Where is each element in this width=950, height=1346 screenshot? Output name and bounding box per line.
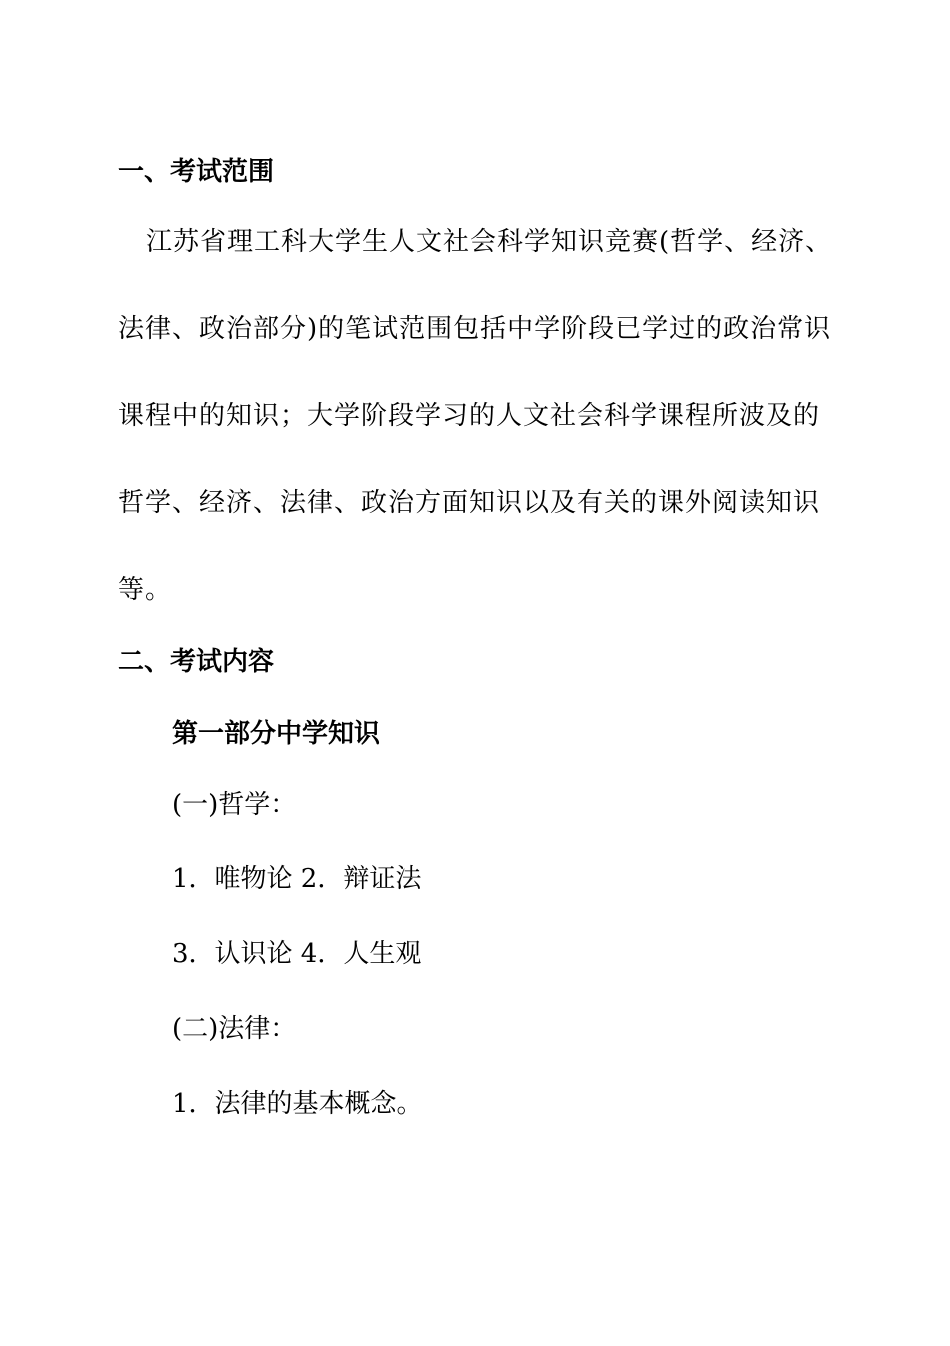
list-item-philosophy: (一)哲学： <box>172 790 297 820</box>
paragraph-line-1: 江苏省理工科大学生人文社会科学知识竞赛(哲学、经济、 <box>146 227 833 257</box>
paragraph-line-5: 等。 <box>118 575 173 605</box>
section-heading-exam-content: 二、考试内容 <box>118 647 275 677</box>
paragraph-line-3: 课程中的知识；大学阶段学习的人文社会科学课程所波及的 <box>118 401 821 431</box>
list-item-1-2: 1．唯物论 2．辩证法 <box>172 864 422 894</box>
list-item-law: (二)法律： <box>172 1014 297 1044</box>
subheading-part-one: 第一部分中学知识 <box>172 719 381 749</box>
list-item-3-4: 3．认识论 4．人生观 <box>172 939 422 969</box>
section-heading-exam-scope: 一、考试范围 <box>118 157 275 187</box>
paragraph-line-4: 哲学、经济、法律、政治方面知识以及有关的课外阅读知识 <box>118 488 821 518</box>
paragraph-line-2: 法律、政治部分)的笔试范围包括中学阶段已学过的政治常识 <box>118 314 832 344</box>
list-item-law-concept: 1．法律的基本概念。 <box>172 1089 423 1119</box>
